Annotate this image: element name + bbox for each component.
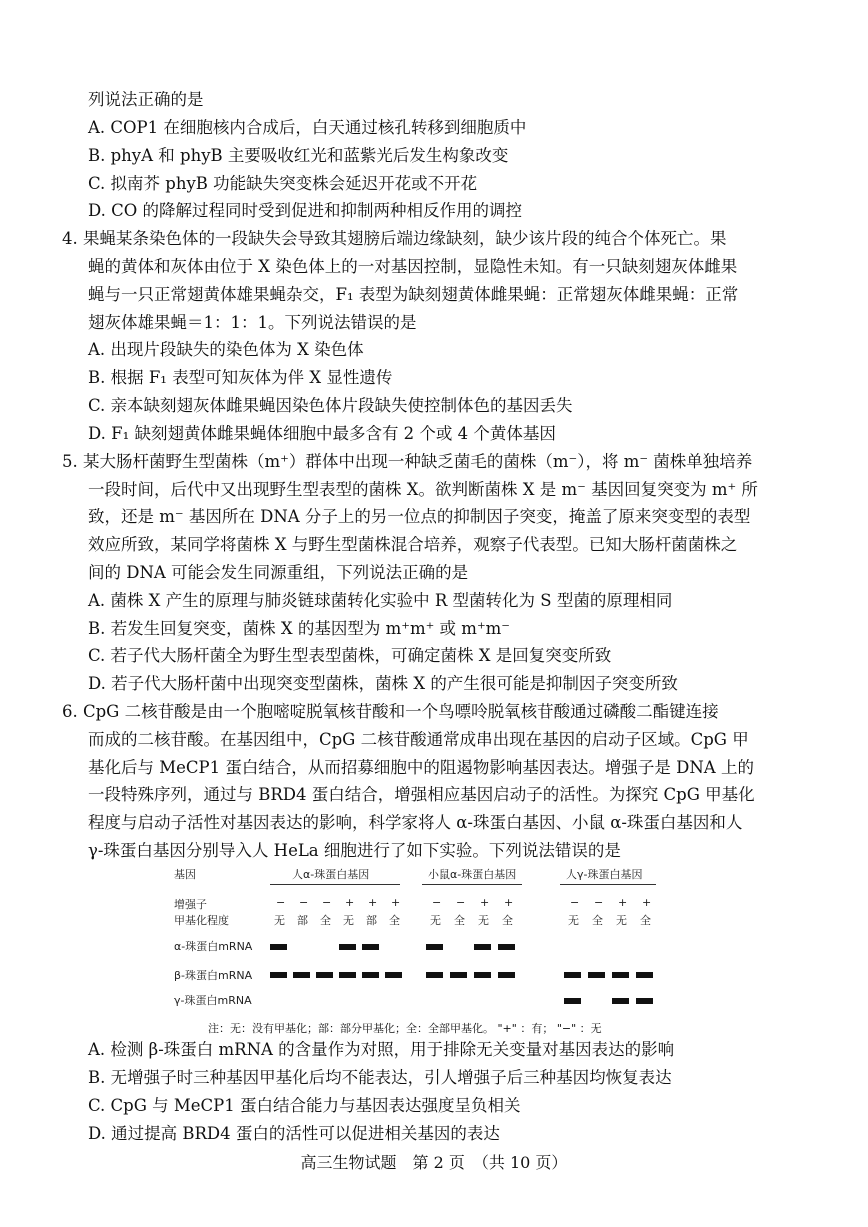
question-6-stem-line: 而成的二核苷酸。在基因组中，CpG 二核苷酸通常成串出现在基因的启动子区域。CpG 甲 <box>88 730 749 749</box>
enhancer-sign: − <box>456 896 466 909</box>
question-5-option-c: C. 若子代大肠杆菌全为野生型表型菌株，可确定菌株 X 是回复突变所致 <box>88 646 612 665</box>
row-label-enhancer: 增强子 <box>174 898 207 911</box>
mrna-band <box>339 944 356 950</box>
question-6-stem-line: 一段特殊序列，通过与 BRD4 蛋白结合，增强相应基因启动子的活性。为探究 CpG 甲基化 <box>88 785 755 804</box>
question-6-stem-line: γ-珠蛋白基因分别导入人 HeLa 细胞进行了如下实验。下列说法错误的是 <box>88 841 621 860</box>
mrna-band <box>450 972 467 978</box>
mrna-band <box>270 972 287 978</box>
enhancer-sign: − <box>570 896 580 909</box>
question-4-stem-line: 翅灰体雄果蝇＝1：1：1。下列说法错误的是 <box>88 313 417 332</box>
group-2-bracket <box>422 884 522 885</box>
enhancer-sign: − <box>432 896 442 909</box>
question-6-stem: 6. CpG 二核苷酸是由一个胞嘧啶脱氧核苷酸和一个鸟嘌呤脱氧核苷酸通过磷酸二酯键连接 <box>62 702 719 721</box>
group-3-bracket <box>560 884 656 885</box>
methylation-level: 全 <box>389 914 400 927</box>
row-label-gamma-mrna: γ-珠蛋白mRNA <box>174 994 252 1007</box>
question-5-option-a: A. 菌株 X 产生的原理与肺炎链球菌转化实验中 R 型菌转化为 S 型菌的原理相同 <box>88 591 673 610</box>
page-footer: 高三生物试题 第 2 页 （共 10 页） <box>300 1153 568 1172</box>
enhancer-sign: − <box>299 896 309 909</box>
question-6-option-b: B. 无增强子时三种基因甲基化后均不能表达，引人增强子后三种基因均恢复表达 <box>88 1068 672 1087</box>
methylation-level: 无 <box>430 914 441 927</box>
mrna-band <box>474 972 491 978</box>
question-5-stem-line: 致，还是 m⁻ 基因所在 DNA 分子上的另一位点的抑制因子突变，掩盖了原来突变型的表型 <box>88 507 751 526</box>
enhancer-sign: − <box>322 896 332 909</box>
option-c: C. 拟南芥 phyB 功能缺失突变株会延迟开花或不开花 <box>88 174 478 193</box>
methylation-level: 部 <box>297 914 308 927</box>
option-a: A. COP1 在细胞核内合成后，白天通过核孔转移到细胞质中 <box>88 118 527 137</box>
question-5-stem: 5. 某大肠杆菌野生型菌株（m⁺）群体中出现一种缺乏菌毛的菌株（m⁻），将 m⁻ 菌株单独培养 <box>62 452 753 471</box>
question-4-option-c: C. 亲本缺刻翅灰体雌果蝇因染色体片段缺失使控制体色的基因丢失 <box>88 396 573 415</box>
mrna-band <box>498 972 515 978</box>
mrna-band <box>564 972 581 978</box>
question-5-option-d: D. 若子代大肠杆菌中出现突变型菌株，菌株 X 的产生很可能是抑制因子突变所致 <box>88 674 678 693</box>
option-b: B. phyA 和 phyB 主要吸收红光和蓝紫光后发生构象改变 <box>88 146 509 165</box>
enhancer-sign: − <box>594 896 604 909</box>
enhancer-sign: + <box>504 896 514 909</box>
question-5-stem-line: 一段时间，后代中又出现野生型表型的菌株 X。欲判断菌株 X 是 m⁻ 基因回复突变为 m⁺ 所 <box>88 480 758 499</box>
mrna-band <box>636 998 653 1004</box>
mrna-band <box>426 944 443 950</box>
question-4-option-b: B. 根据 F₁ 表型可知灰体为伴 X 显性遗传 <box>88 368 393 387</box>
methylation-level: 全 <box>502 914 513 927</box>
mrna-band <box>362 944 379 950</box>
row-label-alpha-mrna: α-珠蛋白mRNA <box>174 940 253 953</box>
question-stem-continued: 列说法正确的是 <box>88 90 204 109</box>
methylation-level: 全 <box>640 914 651 927</box>
question-5-stem-line: 间的 DNA 可能会发生同源重组，下列说法正确的是 <box>88 563 469 582</box>
row-label-methylation: 甲基化程度 <box>174 914 229 927</box>
question-6-stem-line: 基化后与 MeCP1 蛋白结合，从而招募细胞中的阻遏物影响基因表达。增强子是 DNA 上的 <box>88 758 754 777</box>
methylation-level: 全 <box>320 914 331 927</box>
methylation-level: 全 <box>592 914 603 927</box>
question-5-stem-line: 效应所致，某同学将菌株 X 与野生型菌株混合培养，观察子代表型。已知大肠杆菌菌株之 <box>88 535 738 554</box>
methylation-level: 无 <box>343 914 354 927</box>
mrna-band <box>385 972 402 978</box>
mrna-band <box>612 972 629 978</box>
group-1-bracket <box>270 884 400 885</box>
question-4-option-d: D. F₁ 缺刻翅黄体雌果蝇体细胞中最多含有 2 个或 4 个黄体基因 <box>88 424 556 443</box>
mrna-band <box>362 972 379 978</box>
enhancer-sign: + <box>618 896 628 909</box>
enhancer-sign: + <box>368 896 378 909</box>
row-label-gene: 基因 <box>174 868 196 881</box>
enhancer-sign: + <box>391 896 401 909</box>
mrna-band <box>474 944 491 950</box>
question-5-option-b: B. 若发生回复突变，菌株 X 的基因型为 m⁺m⁺ 或 m⁺m⁻ <box>88 619 511 638</box>
mrna-band <box>293 972 310 978</box>
group-3-title: 人γ-珠蛋白基因 <box>566 868 643 881</box>
question-6-stem-line: 程度与启动子活性对基因表达的影响，科学家将人 α-珠蛋白基因、小鼠 α-珠蛋白基因和人 <box>88 813 743 832</box>
methylation-level: 无 <box>274 914 285 927</box>
mrna-band <box>498 944 515 950</box>
enhancer-sign: + <box>642 896 652 909</box>
mrna-band <box>588 972 605 978</box>
option-d: D. CO 的降解过程同时受到促进和抑制两种相反作用的调控 <box>88 201 523 220</box>
mrna-band <box>612 998 629 1004</box>
question-4-stem-line: 蝇与一只正常翅黄体雄果蝇杂交，F₁ 表型为缺刻翅黄体雌果蝇：正常翅灰体雌果蝇：正常 <box>88 285 739 304</box>
enhancer-sign: + <box>345 896 355 909</box>
question-4-option-a: A. 出现片段缺失的染色体为 X 染色体 <box>88 340 364 359</box>
group-1-title: 人α-珠蛋白基因 <box>292 868 370 881</box>
group-2-title: 小鼠α-珠蛋白基因 <box>428 868 517 881</box>
question-4-stem: 4. 果蝇某条染色体的一段缺失会导致其翅膀后端边缘缺刻，缺少该片段的纯合个体死亡。果 <box>62 229 727 248</box>
methylation-level: 全 <box>454 914 465 927</box>
methylation-level: 无 <box>568 914 579 927</box>
question-6-option-d: D. 通过提高 BRD4 蛋白的活性可以促进相关基因的表达 <box>88 1124 500 1143</box>
mrna-band <box>339 972 356 978</box>
row-label-beta-mrna: β-珠蛋白mRNA <box>174 969 253 982</box>
methylation-level: 无 <box>478 914 489 927</box>
question-6-option-a: A. 检测 β-珠蛋白 mRNA 的含量作为对照，用于排除无关变量对基因表达的影响 <box>88 1040 675 1059</box>
mrna-band <box>426 972 443 978</box>
question-4-stem-line: 蝇的黄体和灰体由位于 X 染色体上的一对基因控制，显隐性未知。有一只缺刻翅灰体雌果 <box>88 257 738 276</box>
enhancer-sign: − <box>276 896 286 909</box>
enhancer-sign: + <box>480 896 490 909</box>
methylation-level: 无 <box>616 914 627 927</box>
mrna-band <box>316 972 333 978</box>
mrna-band <box>564 998 581 1004</box>
methylation-level: 部 <box>366 914 377 927</box>
question-6-option-c: C. CpG 与 MeCP1 蛋白结合能力与基因表达强度呈负相关 <box>88 1096 521 1115</box>
mrna-band <box>636 972 653 978</box>
table-note: 注：无：没有甲基化；部：部分甲基化；全：全部甲基化。 "+" ：有； "−" ：无 <box>208 1022 602 1035</box>
mrna-band <box>270 944 287 950</box>
